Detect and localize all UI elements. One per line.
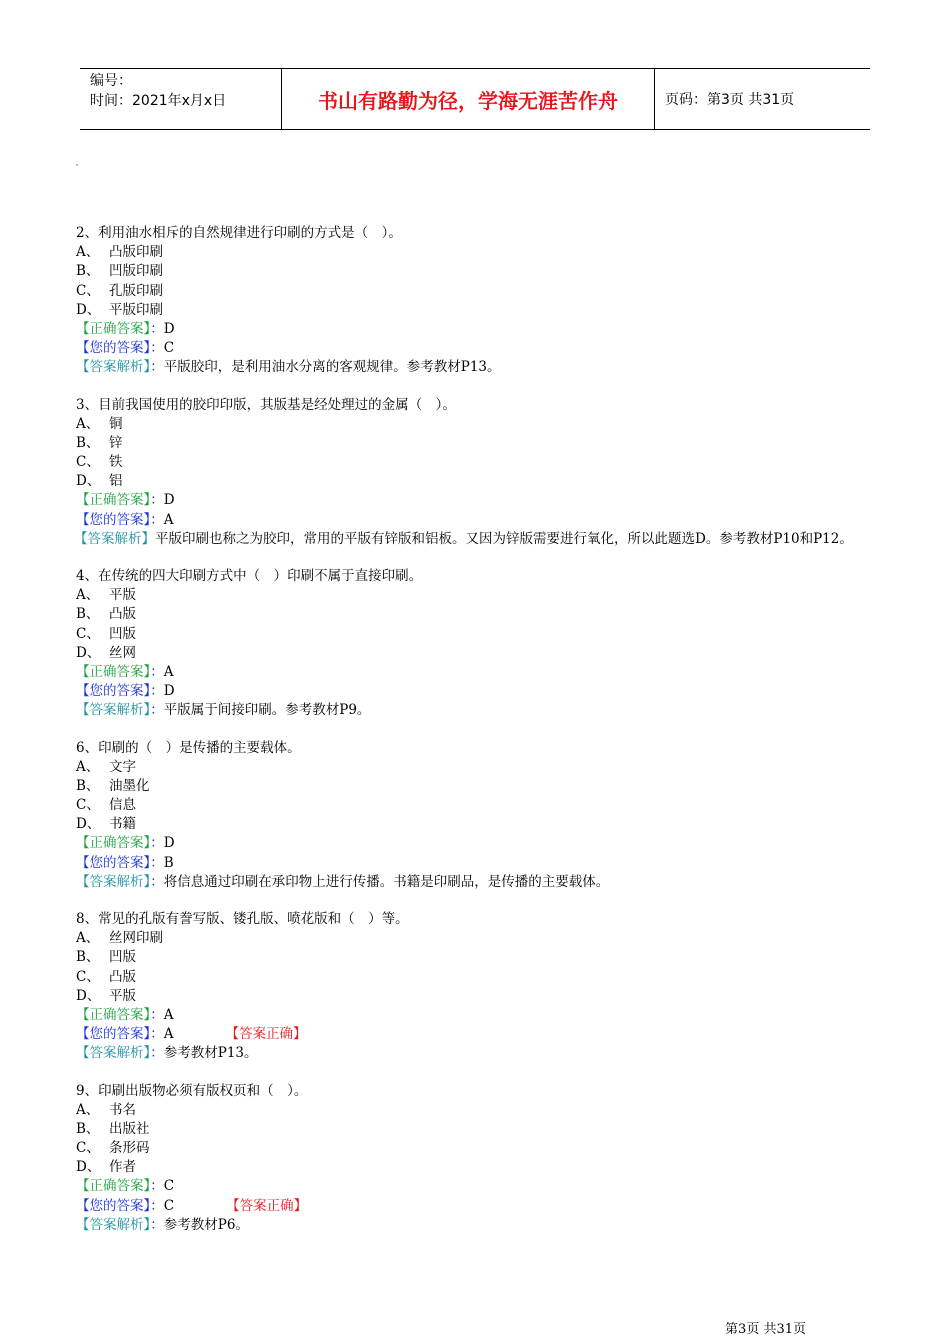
your-answer-row: [76, 1025, 891, 1044]
colon: ：: [150, 702, 164, 719]
option-text: 凸版印刷: [109, 244, 163, 261]
colon: ：: [150, 511, 164, 528]
option-letter: A、: [76, 758, 100, 775]
correct-answer-value: C: [163, 1178, 175, 1195]
time-label: 时间：2021年x月x日: [90, 93, 227, 109]
colon: ：: [150, 1178, 164, 1195]
correct-answer-tag: 【正确答案】: [76, 320, 151, 337]
your-answer-value: C: [163, 1197, 175, 1214]
question-stem: 9、印刷出版物必须有版权页和（ ）。: [76, 1082, 308, 1099]
option-b: [76, 948, 891, 967]
option-text: 作者: [109, 1159, 136, 1176]
question-block: [76, 739, 891, 893]
page-footer: 第3页 共31页: [725, 1322, 806, 1337]
your-answer-row: [76, 511, 891, 530]
correct-answer-row: [76, 491, 891, 510]
analysis-text: 参考教材P13。: [163, 1045, 258, 1062]
verdict-badge: 【答案正确】: [225, 1026, 307, 1043]
option-letter: B、: [76, 1120, 100, 1137]
analysis-tag: 【答案解析】: [76, 1045, 151, 1062]
option-d: [76, 1158, 891, 1177]
your-answer-value: B: [163, 854, 174, 871]
analysis-row: [76, 1216, 891, 1235]
correct-answer-value: D: [163, 835, 175, 852]
option-text: 丝网印刷: [109, 930, 163, 947]
option-a: [76, 929, 891, 948]
option-c: [76, 282, 891, 301]
option-letter: C、: [76, 454, 100, 471]
option-a: [76, 243, 891, 262]
correct-answer-value: A: [163, 1006, 174, 1023]
colon: ：: [150, 320, 164, 337]
analysis-tag: 【答案解析】: [76, 1216, 151, 1233]
option-b: [76, 1120, 891, 1139]
option-text: 丝网: [109, 644, 136, 661]
your-answer-row: [76, 339, 891, 358]
question-stem: 8、常见的孔版有誊写版、镂孔版、喷花版和（ ）等。: [76, 911, 409, 928]
option-text: 凹版: [109, 949, 136, 966]
header-meta: [80, 69, 282, 129]
option-text: 铝: [109, 473, 123, 490]
option-c: [76, 1139, 891, 1158]
your-answer-row: [76, 1197, 891, 1216]
option-letter: D、: [76, 987, 101, 1004]
question-block: [76, 567, 891, 721]
option-b: [76, 605, 891, 624]
option-letter: C、: [76, 1140, 100, 1157]
option-letter: B、: [76, 434, 100, 451]
question-stem: 2、利用油水相斥的自然规律进行印刷的方式是（ ）。: [76, 225, 402, 241]
colon: ：: [150, 359, 164, 376]
correct-answer-tag: 【正确答案】: [76, 1178, 151, 1195]
option-text: 凸版: [109, 968, 136, 985]
option-letter: B、: [76, 606, 100, 623]
correct-answer-row: [76, 1006, 891, 1025]
analysis-tag: 【答案解析】: [76, 873, 151, 890]
colon: ：: [150, 1045, 164, 1062]
option-letter: D、: [76, 301, 101, 318]
option-letter: A、: [76, 930, 100, 947]
your-answer-value: A: [163, 1026, 174, 1043]
analysis-text: 平版胶印，是利用油水分离的客观规律。参考教材P13。: [163, 359, 501, 376]
colon: ：: [150, 1026, 164, 1043]
option-letter: B、: [76, 949, 100, 966]
option-d: [76, 815, 891, 834]
option-text: 平版: [109, 987, 136, 1004]
option-text: 油墨化: [109, 777, 150, 794]
question-block: [76, 224, 891, 378]
option-letter: D、: [76, 816, 101, 833]
option-letter: C、: [76, 968, 100, 985]
option-letter: C、: [76, 797, 100, 814]
option-text: 文字: [109, 758, 136, 775]
option-letter: B、: [76, 263, 100, 280]
option-text: 信息: [109, 797, 136, 814]
option-b: [76, 262, 891, 281]
option-letter: D、: [76, 644, 101, 661]
option-d: [76, 301, 891, 320]
your-answer-tag: 【您的答案】: [76, 511, 151, 528]
option-letter: C、: [76, 625, 100, 642]
analysis-text: 参考教材P6。: [163, 1216, 249, 1233]
analysis-text: 平版印刷也称之为胶印，常用的平版有锌版和铝板。又因为锌版需要进行氧化，所以此题选D。参考教材P10和P12。: [155, 530, 853, 547]
question-stem: 4、在传统的四大印刷方式中（ ）印刷不属于直接印刷。: [76, 568, 423, 585]
question-block: [76, 1082, 891, 1236]
option-text: 出版社: [109, 1120, 150, 1137]
colon: ：: [150, 1216, 164, 1233]
analysis-row: [76, 358, 891, 377]
question-stem: 6、印刷的（ ）是传播的主要载体。: [76, 739, 301, 756]
colon: ：: [150, 340, 164, 357]
correct-answer-value: D: [163, 492, 175, 509]
analysis-row: [76, 701, 891, 720]
option-a: [76, 415, 891, 434]
colon: ：: [150, 835, 164, 852]
stray-mark: [76, 164, 78, 166]
option-letter: A、: [76, 415, 100, 432]
option-letter: B、: [76, 777, 100, 794]
your-answer-row: [76, 682, 891, 701]
option-letter: A、: [76, 244, 100, 261]
your-answer-value: A: [163, 511, 174, 528]
option-text: 平版印刷: [109, 301, 163, 318]
correct-answer-tag: 【正确答案】: [76, 1006, 151, 1023]
option-letter: A、: [76, 1101, 100, 1118]
analysis-tag: 【答案解析】: [76, 702, 151, 719]
option-c: [76, 968, 891, 987]
colon: ：: [150, 1197, 164, 1214]
option-text: 铁: [109, 454, 123, 471]
your-answer-tag: 【您的答案】: [76, 854, 151, 871]
analysis-row: [76, 873, 891, 892]
colon: ：: [150, 492, 164, 509]
option-text: 书名: [109, 1101, 136, 1118]
your-answer-value: C: [163, 340, 175, 357]
correct-answer-row: [76, 834, 891, 853]
correct-answer-row: [76, 1177, 891, 1196]
option-c: [76, 453, 891, 472]
option-b: [76, 434, 891, 453]
correct-answer-tag: 【正确答案】: [76, 663, 151, 680]
correct-answer-row: [76, 320, 891, 339]
option-d: [76, 987, 891, 1006]
question-block: [76, 396, 891, 550]
verdict-badge: 【答案正确】: [226, 1197, 308, 1214]
option-text: 凹版: [109, 625, 136, 642]
option-c: [76, 625, 891, 644]
option-text: 铜: [109, 415, 123, 432]
analysis-tag: 【答案解析】: [74, 530, 155, 547]
analysis-text: 平版属于间接印刷。参考教材P9。: [163, 702, 371, 719]
question-stem: 3、目前我国使用的胶印印版，其版基是经处理过的金属（ ）。: [76, 396, 456, 413]
option-text: 锌: [109, 434, 123, 451]
your-answer-tag: 【您的答案】: [76, 1026, 151, 1043]
option-text: 书籍: [109, 816, 136, 833]
your-answer-value: D: [163, 683, 175, 700]
option-text: 凸版: [109, 606, 136, 623]
option-text: 孔版印刷: [109, 282, 163, 299]
your-answer-tag: 【您的答案】: [76, 683, 151, 700]
option-letter: C、: [76, 282, 100, 299]
colon: ：: [150, 854, 164, 871]
option-a: [76, 758, 891, 777]
question-list: [76, 224, 891, 1253]
option-d: [76, 644, 891, 663]
option-c: [76, 796, 891, 815]
your-answer-tag: 【您的答案】: [76, 1197, 151, 1214]
colon: ：: [150, 873, 164, 890]
option-text: 凹版印刷: [109, 263, 163, 280]
analysis-tag: 【答案解析】: [76, 359, 151, 376]
header-page-label: 页码：第3页 共31页: [665, 92, 795, 108]
correct-answer-tag: 【正确答案】: [76, 492, 151, 509]
correct-answer-value: D: [163, 320, 175, 337]
option-letter: D、: [76, 473, 101, 490]
colon: ：: [150, 683, 164, 700]
option-b: [76, 777, 891, 796]
colon: ：: [150, 1006, 164, 1023]
analysis-text: 将信息通过印刷在承印物上进行传播。书籍是印刷品，是传播的主要载体。: [163, 873, 610, 890]
option-text: 平版: [109, 587, 136, 604]
correct-answer-value: A: [163, 663, 174, 680]
option-a: [76, 1101, 891, 1120]
analysis-row: [76, 1044, 891, 1063]
header-motto: 书山有路勤为径，学海无涯苦作舟: [282, 69, 655, 129]
option-text: 条形码: [109, 1140, 150, 1157]
analysis-row: [74, 530, 891, 549]
option-letter: D、: [76, 1159, 101, 1176]
page-header: [80, 68, 870, 130]
your-answer-tag: 【您的答案】: [76, 340, 151, 357]
question-block: [76, 910, 891, 1064]
colon: ：: [150, 663, 164, 680]
option-letter: A、: [76, 587, 100, 604]
your-answer-row: [76, 854, 891, 873]
option-d: [76, 472, 891, 491]
correct-answer-tag: 【正确答案】: [76, 835, 151, 852]
serial-label: 编号：: [90, 73, 132, 89]
option-a: [76, 586, 891, 605]
correct-answer-row: [76, 663, 891, 682]
